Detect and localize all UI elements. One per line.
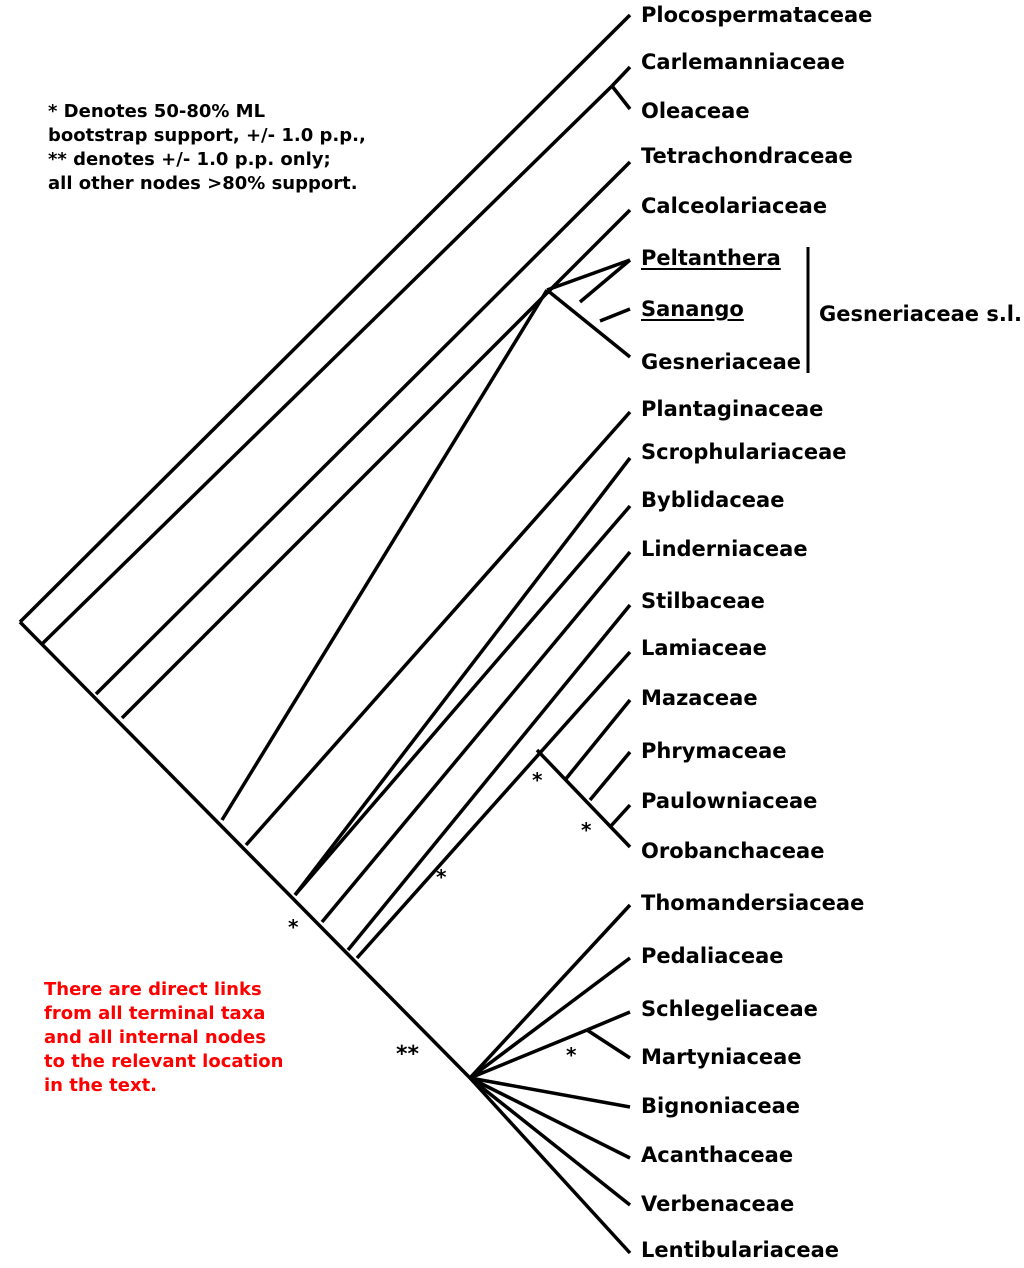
support-mark-schlegeliaceae-martyniaceae: * [566, 1043, 577, 1067]
branch-stilbaceae [348, 605, 630, 950]
branch-scrophulariaceae [295, 458, 630, 895]
taxon-label-peltanthera[interactable]: Peltanthera [641, 246, 781, 270]
branch-phrymaceae [590, 752, 630, 800]
clade-label-gesneriaceae-sl[interactable]: Gesneriaceae s.l. [819, 302, 1022, 326]
branch-peltanthera [580, 260, 630, 302]
taxon-label-plocospermataceae[interactable]: Plocospermataceae [641, 3, 873, 27]
taxon-label-mazaceae[interactable]: Mazaceae [641, 686, 758, 710]
taxon-label-thomandersiaceae[interactable]: Thomandersiaceae [641, 891, 865, 915]
support-mark-paulowniaceae-orobanchaceae: * [581, 818, 592, 842]
taxon-label-pedaliaceae[interactable]: Pedaliaceae [641, 944, 784, 968]
taxon-label-acanthaceae[interactable]: Acanthaceae [641, 1143, 794, 1167]
taxon-label-linderniaceae[interactable]: Linderniaceae [641, 537, 808, 561]
support-mark-mazaceae-clade: * [532, 768, 543, 792]
taxon-label-phrymaceae[interactable]: Phrymaceae [641, 739, 787, 763]
taxon-label-stilbaceae[interactable]: Stilbaceae [641, 589, 765, 613]
branch-verbenaceae [470, 1078, 630, 1205]
support-mark-higher-core-polytomy: ** [396, 1042, 420, 1067]
branch-linderniaceae [322, 552, 630, 922]
branch-thomandersiaceae [470, 905, 630, 1078]
taxon-label-calceolariaceae[interactable]: Calceolariaceae [641, 194, 828, 218]
taxon-label-plantaginaceae[interactable]: Plantaginaceae [641, 397, 824, 421]
branch-sanango-gesneriaceae [547, 290, 630, 357]
branch-schlegeliaceae [587, 1012, 630, 1030]
branch-paulowniaceae [610, 805, 630, 827]
link-note: There are direct links from all terminal taxa and all internal nodes to the relevant location in the text. [44, 979, 284, 1096]
taxon-label-schlegeliaceae[interactable]: Schlegeliaceae [641, 997, 818, 1021]
support-mark-lamiales-core: * [288, 915, 299, 939]
branch-peltanthera-clade [547, 260, 630, 290]
branch-pedaliaceae [470, 958, 630, 1078]
taxon-label-bignoniaceae[interactable]: Bignoniaceae [641, 1094, 801, 1118]
taxon-label-scrophulariaceae[interactable]: Scrophulariaceae [641, 440, 847, 464]
support-legend-note: * Denotes 50-80% ML bootstrap support, +/- 1.0 p.p., ** denotes +/- 1.0 p.p. only; all other nodes >80% support. [48, 101, 366, 194]
taxon-label-martyniaceae[interactable]: Martyniaceae [641, 1045, 802, 1069]
branch-martyniaceae [587, 1030, 630, 1058]
taxon-label-byblidaceae[interactable]: Byblidaceae [641, 488, 785, 512]
taxon-label-orobanchaceae[interactable]: Orobanchaceae [641, 839, 825, 863]
taxon-label-tetrachondraceae[interactable]: Tetrachondraceae [641, 144, 853, 168]
support-mark-lamiaceae-clade: * [436, 865, 447, 889]
taxon-label-oleaceae[interactable]: Oleaceae [641, 99, 750, 123]
taxon-label-gesneriaceae[interactable]: Gesneriaceae [641, 350, 802, 374]
branch-oleaceae [612, 86, 630, 109]
taxon-label-lentibulariaceae[interactable]: Lentibulariaceae [641, 1238, 839, 1262]
taxon-label-lamiaceae[interactable]: Lamiaceae [641, 636, 767, 660]
taxon-label-carlemanniaceae[interactable]: Carlemanniaceae [641, 50, 845, 74]
branch-acanthaceae [470, 1078, 630, 1158]
branch-sanango [600, 309, 630, 321]
taxon-label-paulowniaceae[interactable]: Paulowniaceae [641, 789, 818, 813]
branch-carlemanniaceae [612, 67, 630, 86]
branch-byblidaceae [295, 506, 630, 895]
branch-tetrachondraceae [96, 162, 630, 694]
taxon-label-verbenaceae[interactable]: Verbenaceae [641, 1192, 795, 1216]
taxon-label-sanango[interactable]: Sanango [641, 297, 744, 321]
branch-gesneriaceae-sl [222, 290, 547, 820]
